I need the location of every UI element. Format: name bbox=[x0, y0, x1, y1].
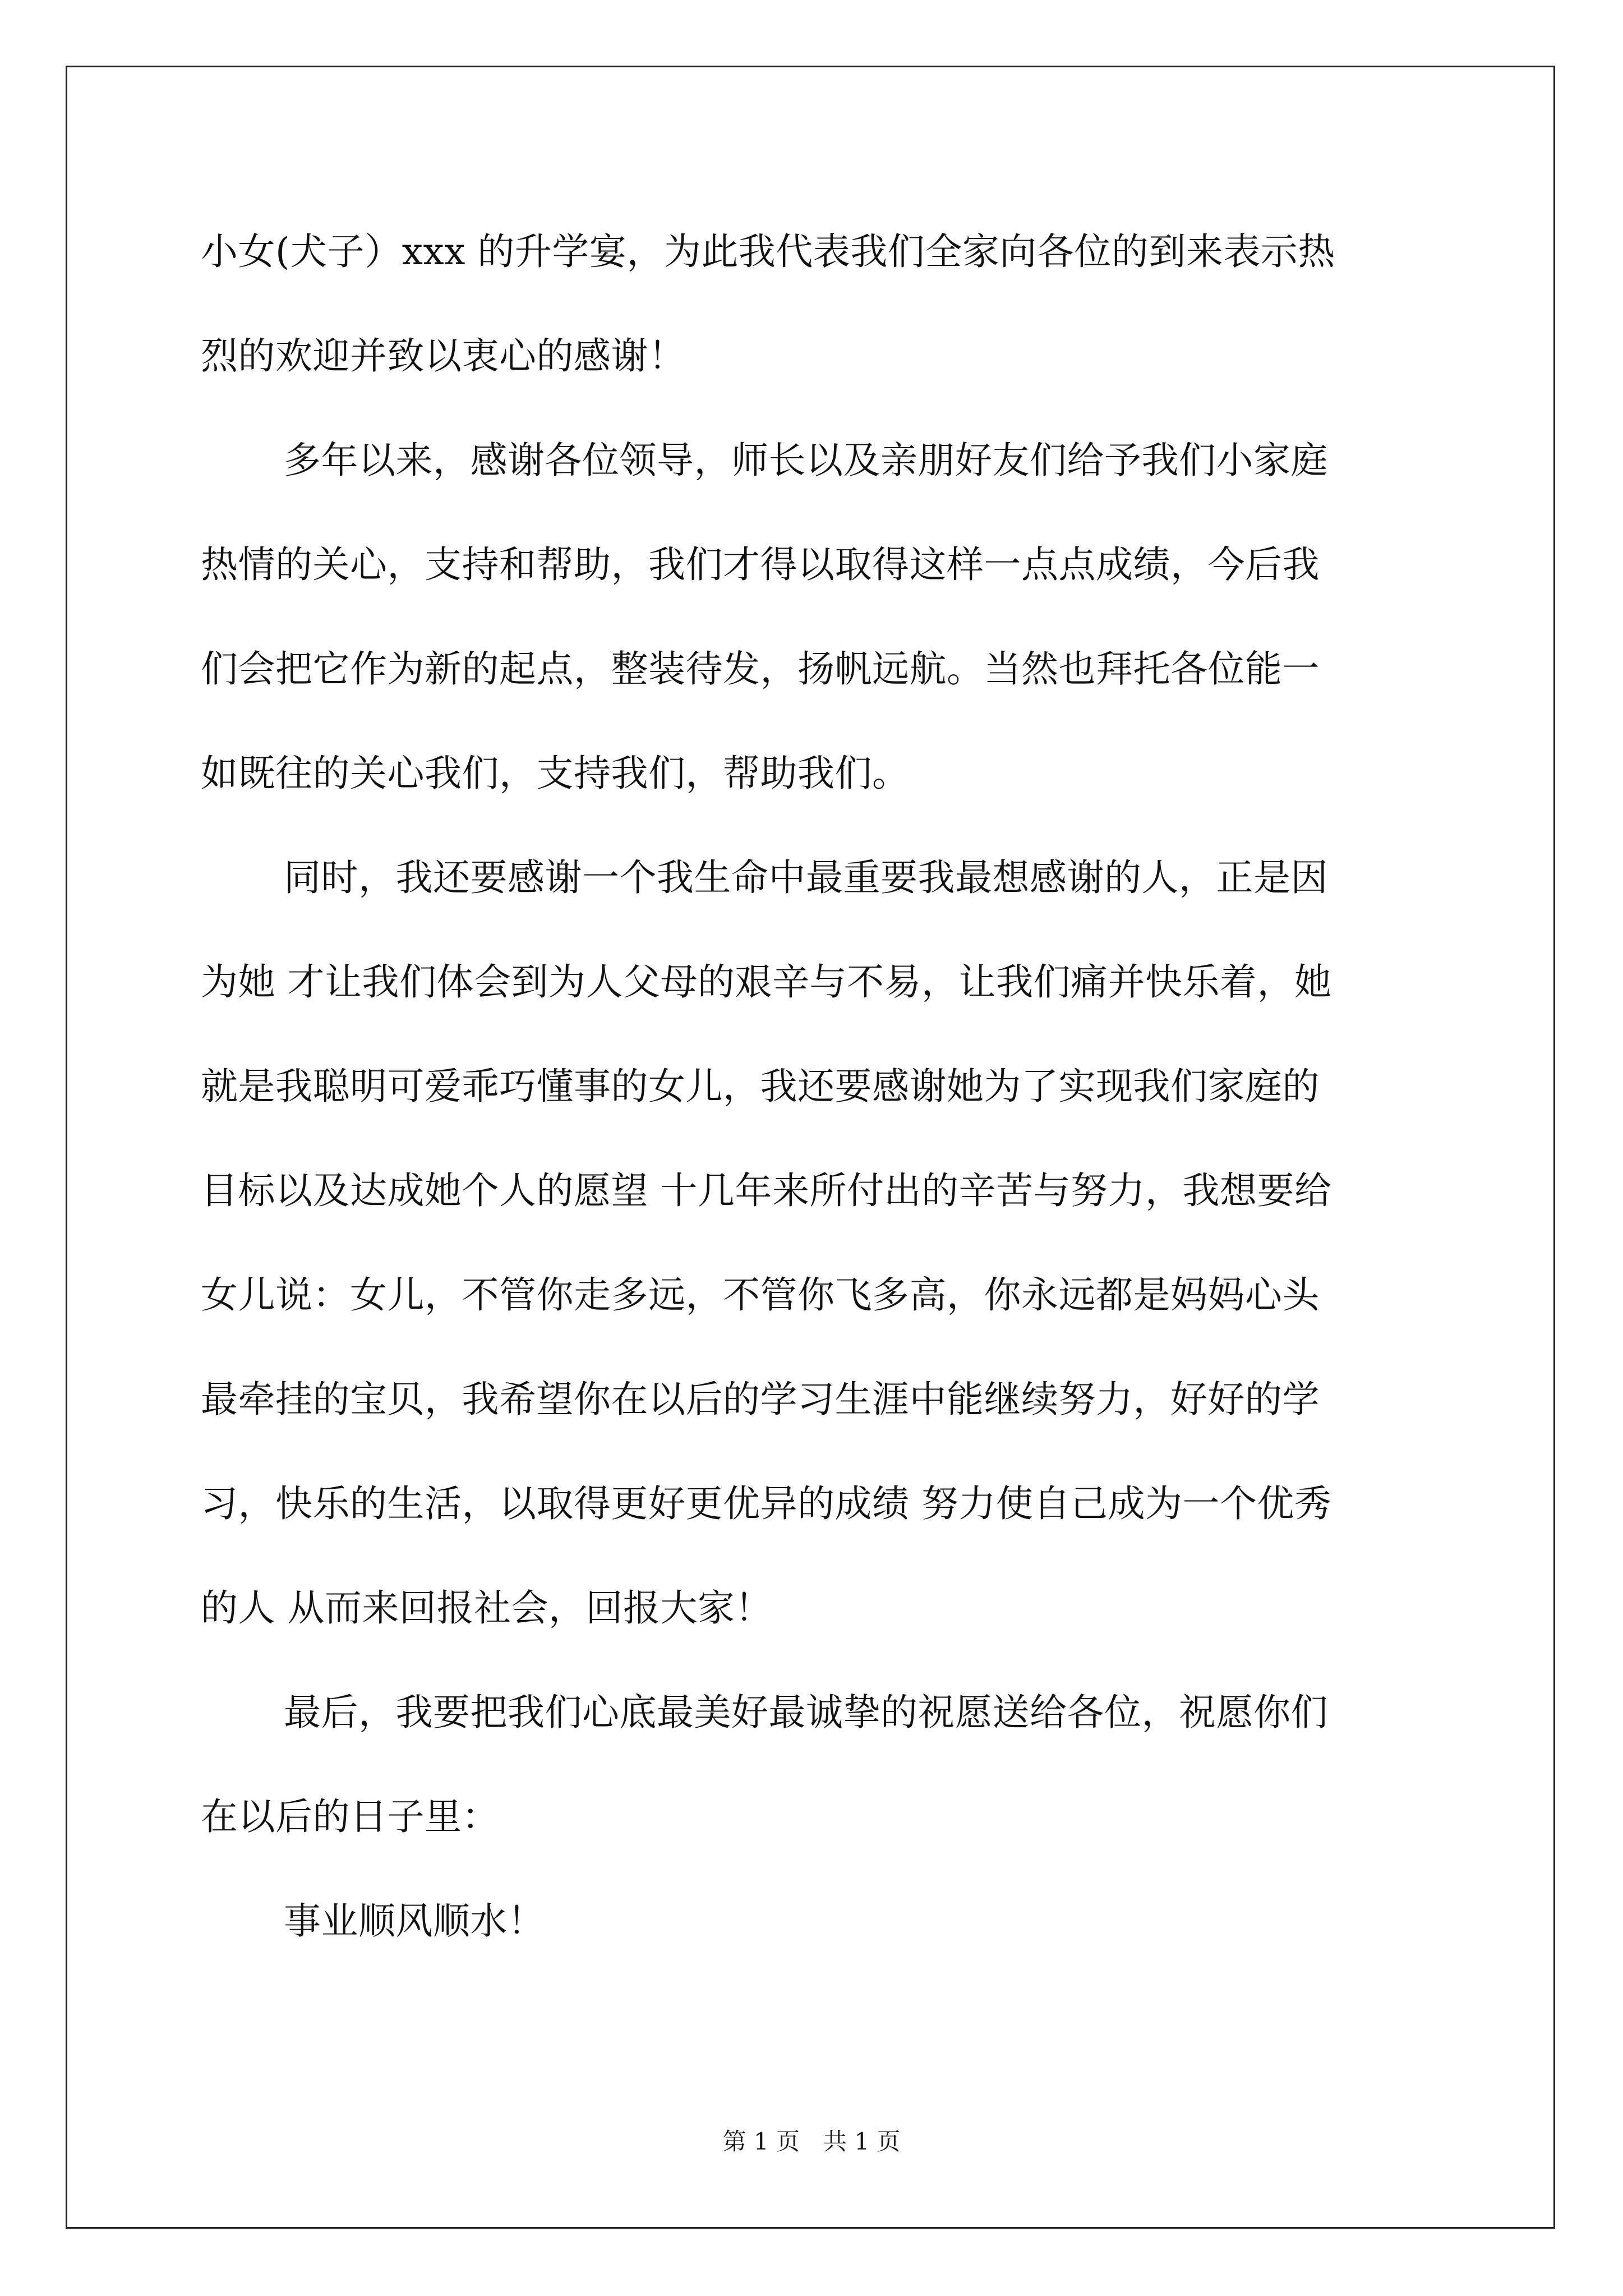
page-footer: 第 1 页 共 1 页 bbox=[722, 2128, 901, 2155]
text-line: 烈的欢迎并致以衷心的感谢！ bbox=[201, 334, 686, 378]
text-line: 就是我聪明可爱乖巧懂事的女儿，我还要感谢她为了实现我们家庭的 bbox=[201, 1065, 1320, 1108]
text-line: 女儿说：女儿，不管你走多远，不管你飞多高，你永远都是妈妈心头 bbox=[201, 1273, 1320, 1317]
text-line: 最后，我要把我们心底最美好最诚挚的祝愿送给各位，祝愿你们 bbox=[284, 1691, 1328, 1734]
text-line: 如既往的关心我们，支持我们，帮助我们。 bbox=[201, 752, 910, 795]
text-line: 习，快乐的生活，以取得更好更优异的成绩 努力使自己成为一个优秀 bbox=[201, 1482, 1332, 1525]
text-line: 同时，我还要感谢一个我生命中最重要我最想感谢的人，正是因 bbox=[284, 856, 1328, 899]
text-line: 目标以及达成她个人的愿望 十几年来所付出的辛苦与努力，我想要给 bbox=[201, 1169, 1332, 1212]
text-line: 热情的关心，支持和帮助，我们才得以取得这样一点点成绩，今后我 bbox=[201, 543, 1320, 586]
text-line: 为她 才让我们体会到为人父母的艰辛与不易，让我们痛并快乐着，她 bbox=[201, 960, 1332, 1004]
text-line: 多年以来，感谢各位领导，师长以及亲朋好友们给予我们小家庭 bbox=[284, 439, 1328, 482]
text-line: 的人 从而来回报社会，回报大家！ bbox=[201, 1586, 772, 1630]
text-line: 事业顺风顺水！ bbox=[284, 1899, 545, 1943]
text-line: 最牵挂的宝贝，我希望你在以后的学习生涯中能继续努力，好好的学 bbox=[201, 1378, 1320, 1421]
text-line: 小女(犬子）xxx 的升学宴，为此我代表我们全家向各位的到来表示热 bbox=[201, 230, 1335, 273]
text-line: 在以后的日子里： bbox=[201, 1795, 499, 1838]
document-body bbox=[201, 210, 1429, 1984]
text-line: 们会把它作为新的起点，整装待发，扬帆远航。当然也拜托各位能一 bbox=[201, 647, 1320, 691]
